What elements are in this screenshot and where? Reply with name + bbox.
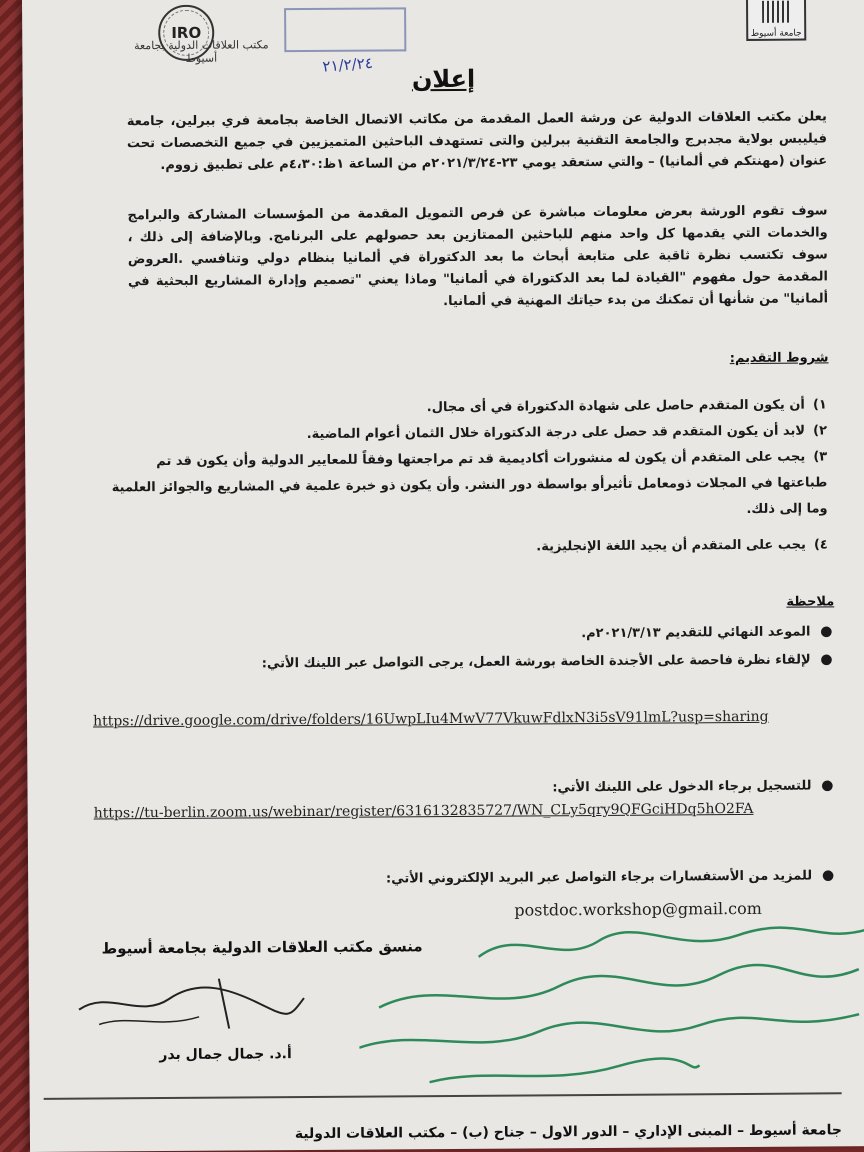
intro-paragraph-1: يعلن مكتب العلاقات الدولية عن ورشة العمل المقدمة من مكاتب الاتصال الخاصة بجامعة فري ببرلين، جامعة فيليبس بولاية مجدبرج والجامعة التقنية ببرلين والتى تستهدف الباحثين المتميزيين في جميع التخصصات تحت عنوان (مهنتكم في ألمانيا) – والتي ستعقد يومي ٢٣-٢٠٢١/٣/٢٤م من الساعة ١ظ:٤،٣٠م على تطبيق زووم. [126, 109, 828, 174]
agenda-link[interactable]: https://drive.google.com/drive/folders/16UwpLIu4MwV77VkuwFdlxN3i5sV91lmL?usp=sharing [92, 708, 769, 730]
professor-name: أ.د. جمال جمال بدر [159, 1046, 292, 1064]
condition-item: ٣)يجب على المتقدم أن يكون له منشورات أكاديمية قد تم مراجعتها وفقاً للمعايير الدولية وأن يكون قد تم طباعتها في المجلات ذومعامل تأثيرأو بواسطة دور النشر. وأن يكون ذو خبرة علمية في المشاريع والجوائز العلمية وما إلى ذلك. [111, 449, 828, 517]
footer-address: جامعة أسيوط – المبنى الإداري – الدور الاول – جناح (ب) – مكتب العلاقات الدولية [294, 1122, 842, 1143]
register-item: ●للتسجيل برجاء الدخول على اللينك الأتي: [552, 777, 834, 796]
intro-paragraph-2: سوف تقوم الورشة بعرض معلومات مباشرة عن فرص التمويل المقدمة من المؤسسات المشاركة والبرامج والخدمات التي يقدمها كل واحد منهم للباحثين الممتازين بعد حصولهم على البرنامج. وبالإضافة إلى ذلك ، سوف تكتسب نظرة ثاقبة على متابعة أبحاث ما بعد الدكتوراة في ألمانيا بنظام دولي وتنافسي .العروض المقدمة حول مفهوم "القيادة لما بعد الدكتوراة في ألمانيا" وماذا يعني "تصميم وإدارة المشاريع البحثية في ألمانيا" من شأنها أن تمكنك من بدء حياتك المهنية في ألمانيا. [127, 203, 829, 310]
coordinator-title: منسق مكتب العلاقات الدولية بجامعة أسيوط [101, 937, 423, 958]
document-page [22, 0, 864, 1152]
handwritten-annotation [358, 914, 864, 1098]
document-title: إعلان [411, 64, 476, 94]
received-stamp [284, 7, 406, 52]
agenda-item: ●لإلقاء نظرة فاحصة على الأجندة الخاصة بورشة العمل، يرجى التواصل عبر اللينك الأتي: [261, 651, 833, 672]
deadline-item: ●الموعد النهائي للتقديم ٢٠٢١/٣/١٣م. [581, 623, 833, 642]
university-logo: جامعة أسيوط [746, 0, 806, 41]
register-link[interactable]: https://tu-berlin.zoom.us/webinar/register/6316132835727/WN_CLy5qry9QFGciHDq5hO2FA [93, 800, 754, 822]
iro-logo: IRO [158, 5, 214, 61]
contact-email[interactable]: postdoc.workshop@gmail.com [514, 898, 762, 920]
condition-item: ٤)يجب على المتقدم أن يجيد اللغة الإنجليزية. [536, 537, 828, 555]
condition-item: ٢)لابد أن يكون المتقدم قد حصل على درجة الدكتوراة خلال الثمان أعوام الماضية. [306, 423, 828, 443]
conditions-heading: شروط التقديم: [729, 350, 829, 367]
inquiry-item: ●للمزيد من الأستفسارات برجاء التواصل عبر البريد الإلكتروني الأتي: [385, 867, 835, 887]
signature [69, 968, 309, 1040]
iro-caption: مكتب العلاقات الدولية بجامعة أسيوط [134, 38, 269, 65]
handwritten-date: ٢١/٢/٢٤ [321, 53, 374, 76]
notes-heading: ملاحظة [786, 594, 835, 610]
condition-item: ١)أن يكون المتقدم حاصل على شهادة الدكتوراة في أى مجال. [426, 397, 827, 416]
